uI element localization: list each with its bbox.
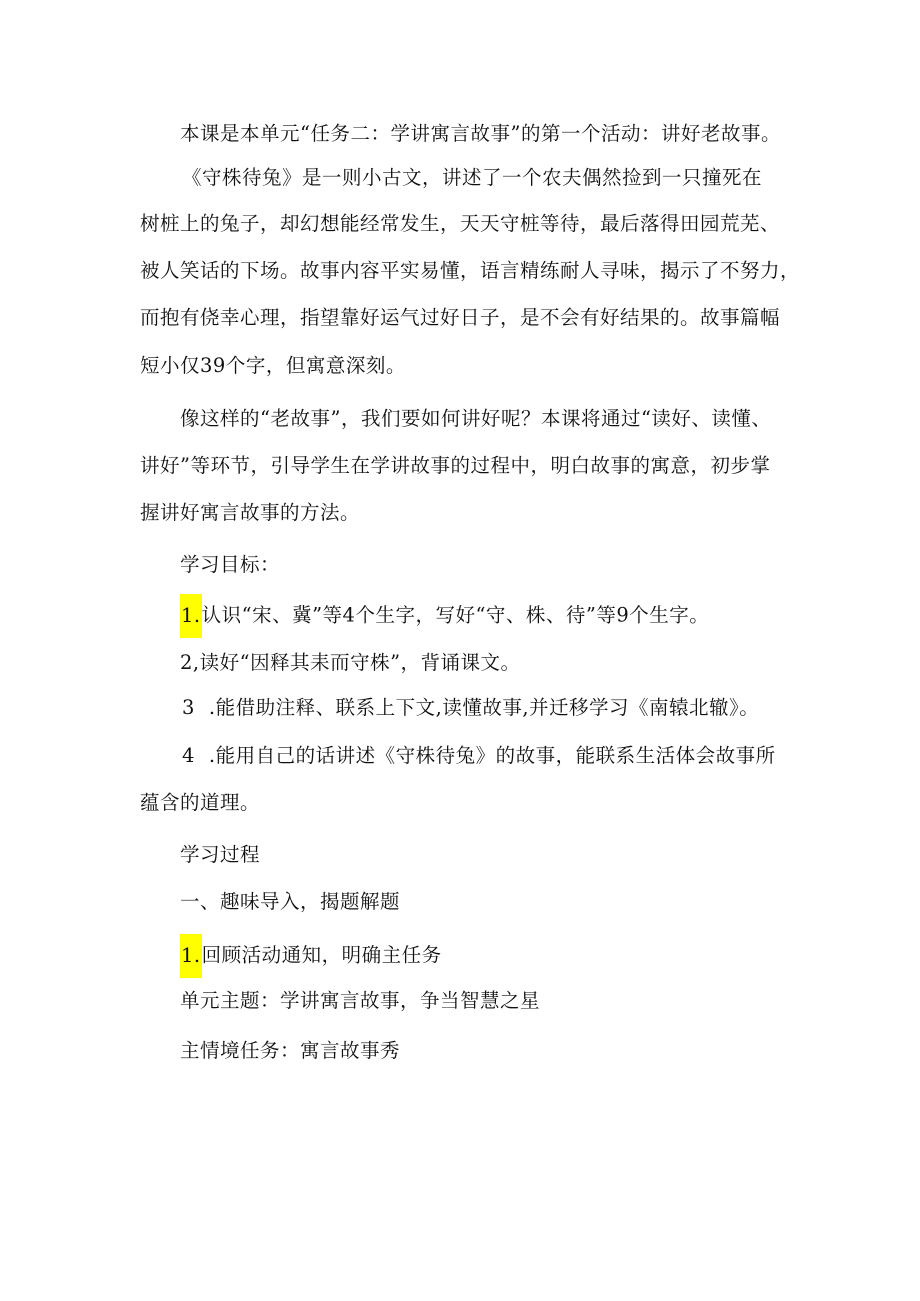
method-line-3: 握讲好寓言故事的方法。 [140,501,361,524]
objective-4-number: 4 [182,744,195,767]
method-line-1: 像这样的“老故事”，我们要如何讲好呢？本课将通过“读好、读懂、 [180,407,772,430]
summary-line-2: 树桩上的兔子，却幻想能经常发生，天天守桩等待，最后落得田园荒芜、 [140,212,781,235]
objective-item-1 [180,594,709,638]
summary-line-1: 《守株待兔》是一则小古文，讲述了一个农夫偶然捡到一只撞死在 [182,166,763,189]
objective-item-2: 2,读好“因释其耒而守株”，背诵课文。 [180,651,521,674]
objective-item-4-continuation: 蕴含的道理。 [140,791,261,814]
main-task: 主情境任务：寓言故事秀 [180,1039,401,1062]
intro-paragraph: 本课是本单元“任务二：学讲寓言故事”的第一个活动：讲好老故事。 [180,122,781,145]
objective-4-text: .能用自己的话讲述《守株待兔》的故事，能联系生活体会故事所 [208,744,776,767]
summary-line-5: 短小仅39个字，但寓意深刻。 [140,354,406,377]
summary-line-4: 而抱有侥幸心理，指望靠好运气过好日子，是不会有好结果的。故事篇幅 [140,306,781,329]
objective-item-3 [182,693,759,723]
section-1-heading: 一、趣味导入，揭题解题 [180,890,401,913]
objective-item-4 [182,741,776,771]
process-step-1 [180,934,442,978]
objective-3-text: .能借助注释、联系上下文,读懂故事,并迁移学习《南辕北辙》。 [208,696,760,719]
objective-1-text: 认识“宋、冀”等4个生字，写好“守、株、待”等9个生字。 [201,603,710,627]
summary-line-3: 被人笑话的下场。故事内容平实易懂，语言精练耐人寻味，揭示了不努力， [140,259,801,282]
unit-theme: 单元主题：学讲寓言故事，争当智慧之星 [180,989,541,1012]
process-heading: 学习过程 [180,843,261,866]
step-1-text: 回顾活动通知，明确主任务 [201,943,442,967]
method-line-2: 讲好”等环节，引导学生在学讲故事的过程中，明白故事的寓意，初步掌 [140,454,771,477]
objectives-heading: 学习目标： [180,553,281,576]
step-1-number-highlight: 1. [180,934,202,978]
objective-1-number-highlight: 1. [180,594,202,638]
objective-3-number: 3 [182,696,195,719]
